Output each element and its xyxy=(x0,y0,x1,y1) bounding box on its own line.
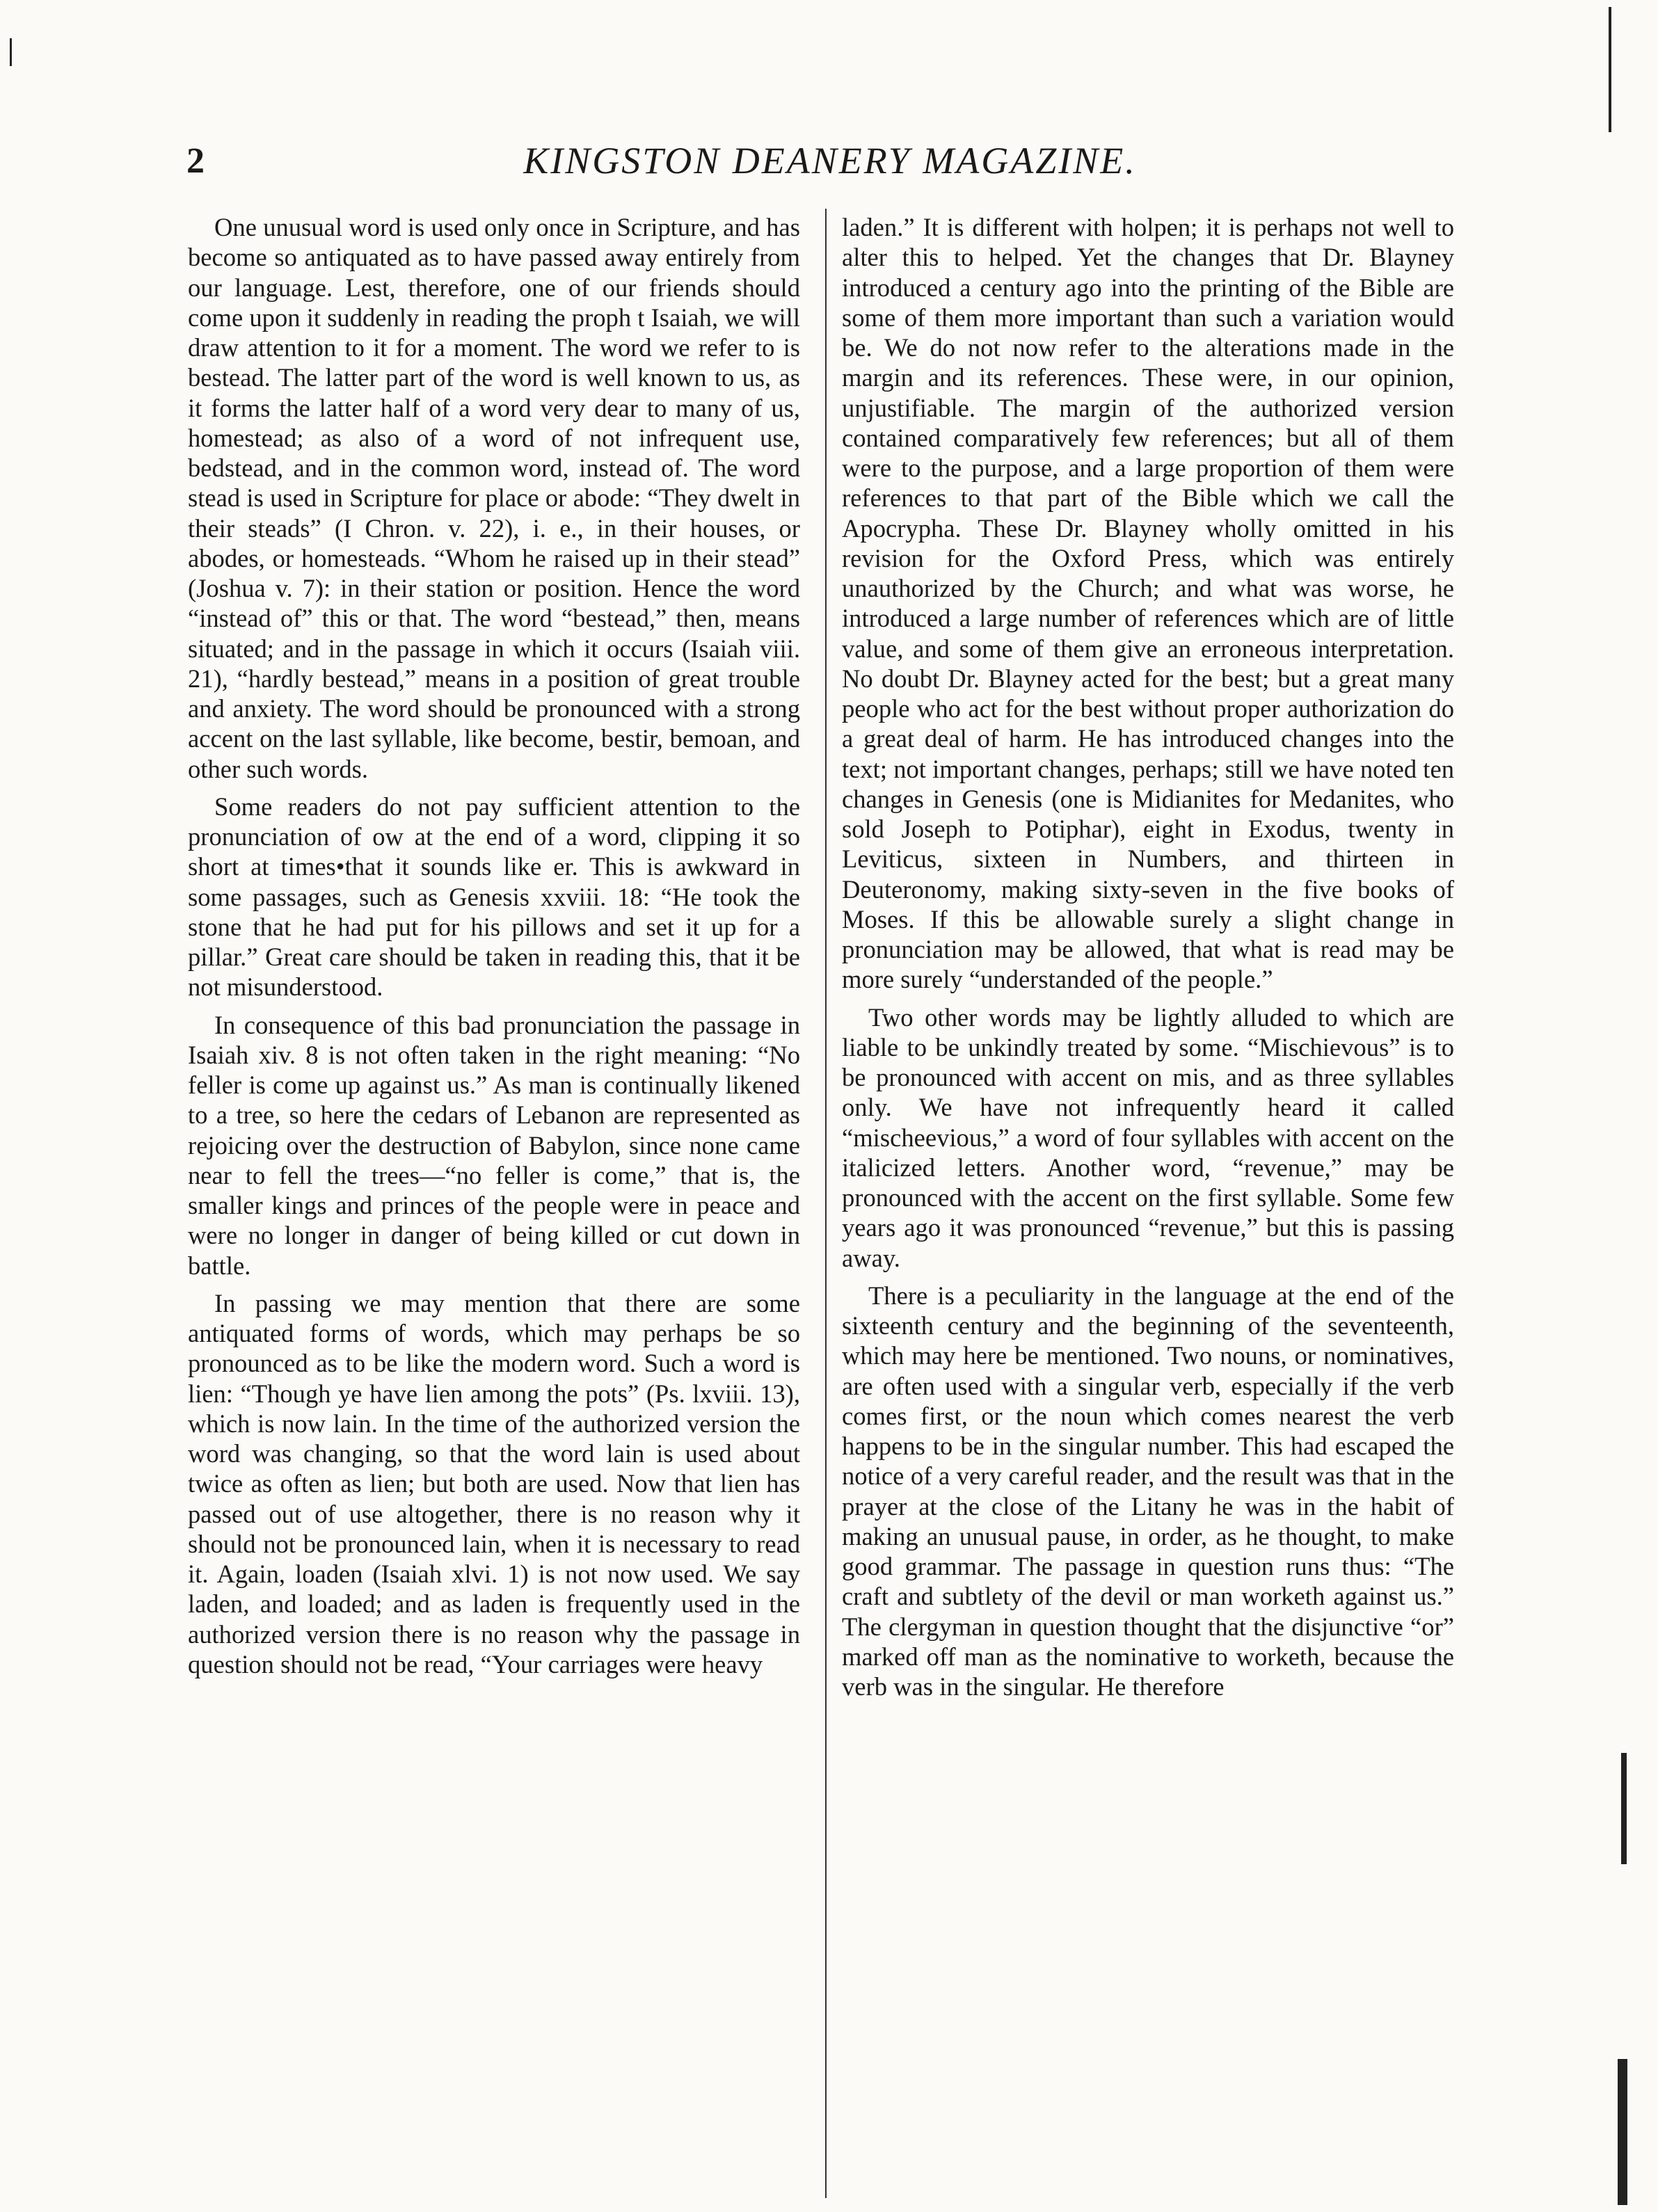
paragraph: Two other words may be lightly alluded to which are liable to be unkindly treated by some. “Mischievous” is to be pronounced with accent on mis, and as three syllables only. We have not infrequently heard it called “mischeevious,” a word of four syllables with accent on the italicized letters. Another word, “revenue,” may be pronounced with the accent on the first syllable. Some few years ago it was pronounced “revenue,” but this is passing away. xyxy=(842,1002,1454,1272)
scan-edge-mark xyxy=(1618,2059,1627,2205)
scan-edge-mark xyxy=(1609,7,1611,132)
paragraph: There is a peculiarity in the language at the end of the sixteenth century and the beginning of the seventeenth, which may here be mentioned. Two nouns, or nominatives, are often used with a singular verb, especially if the verb comes first, or the noun which comes nearest the verb happens to be in the singular number. This had escaped the notice of a very careful reader, and the result was that in the prayer at the close of the Litany he was in the habit of making an unusual pause, in order, as he thought, to make good grammar. The passage in question runs thus: “The craft and subtlety of the devil or man worketh against us.” The clergyman in question thought that the disjunctive “or” marked off man as the nominative to worketh, because the verb was in the singular. He therefore xyxy=(842,1281,1454,1701)
column-divider xyxy=(825,209,827,2198)
left-column xyxy=(188,212,800,1679)
paragraph: In passing we may mention that there are some antiquated forms of words, which may perhaps be so pronounced as to be like the modern word. Such a word is lien: “Though ye have lien among the pots” (Ps. lxviii. 13), which is now lain. In the time of the authorized version the word was changing, so that the word lain is used about twice as often as lien; but both are used. Now that lien has passed out of use altogether, there is no reason why it should not be pronounced lain, when it is necessary to read it. Again, loaden (Isaiah xlvi. 1) is not now used. We say laden, and loaded; and as laden is frequently used in the authorized version there is no reason why the passage in question should not be read, “Your carriages were heavy xyxy=(188,1288,800,1678)
page-number: 2 xyxy=(186,141,205,181)
running-title: KINGSTON DEANERY MAGAZINE. xyxy=(523,140,1137,182)
paragraph: laden.” It is different with holpen; it is perhaps not well to alter this to helped. Yet the changes that Dr. Blayney introduced a century ago into the printing of the Bible are some of them more important than such a variation would be. We do not now refer to the alterations made in the margin and its references. These were, in our opinion, unjustifiable. The margin of the authorized version contained comparatively few references; but all of them were to the purpose, and a large proportion of them were references to that part of the Bible which we call the Apocrypha. These Dr. Blayney wholly omitted in his revision for the Oxford Press, which was entirely unauthorized by the Church; and what was worse, he introduced a large number of references which are of little value, and some of them give an erroneous interpretation. No doubt Dr. Blayney acted for the best; but a great many people who act for the best without proper authorization do a great deal of harm. He has introduced changes into the text; not important changes, perhaps; still we have noted ten changes in Genesis (one is Midianites for Medanites, who sold Joseph to Potiphar), eight in Exodus, twenty in Leviticus, sixteen in Numbers, and thirteen in Deuteronomy, making sixty-seven in the five books of Moses. If this be allowable surely a slight change in pronunciation may be allowed, that what is read may be more surely “understanded of the people.” xyxy=(842,213,1454,994)
right-column xyxy=(842,212,1454,1701)
scan-edge-mark xyxy=(1621,1753,1627,1864)
paragraph: One unusual word is used only once in Scripture, and has become so antiquated as to have passed away entirely from our language. Lest, therefore, one of our friends should come upon it suddenly in reading the proph t Isaiah, we will draw attention to it for a moment. The word we refer to is bestead. The latter part of the word is well known to us, as it forms the latter half of a word very dear to many of us, homestead; as also of a word of not infrequent use, bedstead, and in the common word, instead of. The word stead is used in Scripture for place or abode: “They dwelt in their steads” (I Chron. v. 22), i. e., in their houses, or abodes, or homesteads. “Whom he raised up in their stead” (Joshua v. 7): in their station or position. Hence the word “instead of” this or that. The word “bestead,” then, means situated; and in the passage in which it occurs (Isaiah viii. 21), “hardly bestead,” means in a position of great trouble and anxiety. The word should be pronounced with a strong accent on the last syllable, like become, bestir, bemoan, and other such words. xyxy=(188,213,800,783)
page-header xyxy=(186,139,1474,195)
paragraph: Some readers do not pay sufficient attention to the pronunciation of ow at the end of a word, clipping it so short at times•that it sounds like er. This is awkward in some passages, such as Genesis xxviii. 18: “He took the stone that he had put for his pillows and set it up for a pillar.” Great care should be taken in reading this, that it be not misunderstood. xyxy=(188,792,800,1002)
scan-edge-mark xyxy=(10,38,12,66)
paragraph: In consequence of this bad pronunciation the passage in Isaiah xiv. 8 is not often taken in the right meaning: “No feller is come up against us.” As man is continually likened to a tree, so here the cedars of Lebanon are represented as rejoicing over the destruction of Babylon, since none came near to fell the trees—“no feller is come,” that is, the smaller kings and princes of the people were in peace and were no longer in danger of being killed or cut down in battle. xyxy=(188,1010,800,1280)
